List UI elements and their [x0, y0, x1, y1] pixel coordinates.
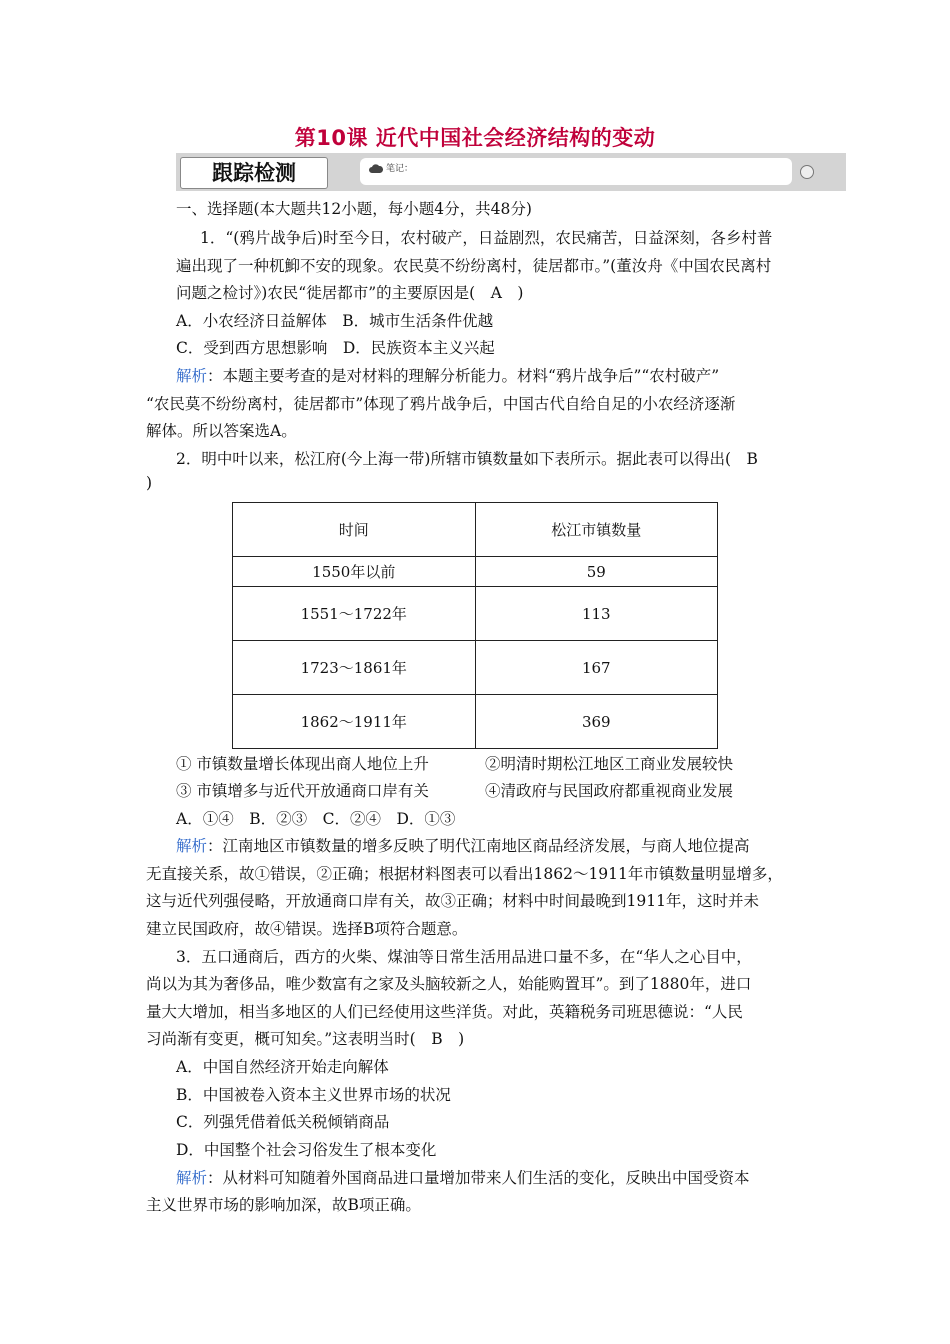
- table-cell: 59: [475, 557, 717, 587]
- q1-line: 1．“(鸦片战争后)时至今日，农村破产，日益剧烈，农民痛苦，日益深刻，各乡村普: [200, 229, 773, 247]
- note-label: 笔记：: [386, 164, 414, 174]
- q1-analysis-line: “农民莫不纷纷离村，徒居都市”体现了鸦片战争后，中国古代自给自足的小农经济逐渐: [146, 395, 736, 413]
- q2-analysis-line: 这与近代列强侵略，开放通商口岸有关，故③正确；材料中时间最晚到1911年，这时并未: [146, 892, 759, 910]
- q3-option: B．中国被卷入资本主义世界市场的状况: [176, 1086, 451, 1104]
- q1-analysis: 解析：本题主要考查的是对材料的理解分析能力。材料“鸦片战争后”“农村破产”: [176, 367, 720, 385]
- q3-stem: 习尚渐有变更，概可知矣。”这表明当时( B ): [146, 1030, 465, 1048]
- q2-statement: ① 市镇数量增长体现出商人地位上升: [176, 755, 429, 773]
- table-cell: 167: [475, 641, 717, 695]
- q2-answer-options: A．①④ B．②③ C．②④ D．①③: [176, 810, 456, 828]
- q3-stem: 尚以为其为奢侈品，唯少数富有之家及头脑较新之人，始能购置耳”。到了1880年，进口: [146, 975, 752, 993]
- q3-analysis: 解析：从材料可知随着外国商品进口量增加带来人们生活的变化，反映出中国受资本: [176, 1169, 750, 1187]
- q3-stem: 3．五口通商后，西方的火柴、煤油等日常生活用品进口量不多，在“华人之心目中，: [176, 948, 752, 966]
- market-town-table: [232, 502, 718, 749]
- q1-options: C．受到西方思想影响 D．民族资本主义兴起: [176, 339, 495, 357]
- q2-statement: ③ 市镇增多与近代开放通商口岸有关: [176, 782, 429, 800]
- q3-option: A．中国自然经济开始走向解体: [176, 1058, 389, 1076]
- table-cell: 1551～1722年: [233, 587, 476, 641]
- q2-analysis-line: 建立民国政府，故④错误。选择B项符合题意。: [146, 920, 468, 938]
- table-cell: 113: [475, 587, 717, 641]
- table-header: 时间: [233, 503, 476, 557]
- q1-analysis-line: 解体。所以答案选A。: [146, 422, 297, 440]
- q3-analysis-line: 主义世界市场的影响加深，故B项正确。: [146, 1196, 421, 1214]
- q3-stem: 量大大增加，相当多地区的人们已经使用这些洋货。对此，英籍税务司班思德说：“人民: [146, 1003, 743, 1021]
- q2-analysis-line: 无直接关系，故①错误，②正确；根据材料图表可以看出1862～1911年市镇数量明显增多，: [146, 865, 783, 883]
- pin-icon[interactable]: [800, 165, 814, 179]
- analysis-label: 解析: [176, 367, 208, 385]
- table-cell: 1723～1861年: [233, 641, 476, 695]
- table-header: 松江市镇数量: [475, 503, 717, 557]
- q1-line: 问题之检讨》)农民“徙居都市”的主要原因是( A ): [176, 284, 524, 302]
- q2-statement: ②明清时期松江地区工商业发展较快: [485, 755, 734, 773]
- analysis-label: 解析: [176, 837, 208, 855]
- table-cell: 1862～1911年: [233, 695, 476, 749]
- page-title: 第10课 近代中国社会经济结构的变动: [294, 126, 656, 150]
- tracking-banner: [176, 153, 846, 191]
- section-header: 一、选择题(本大题共12小题，每小题4分，共48分): [176, 200, 532, 218]
- table-cell: 1550年以前: [233, 557, 476, 587]
- cloud-icon: [368, 162, 384, 174]
- table-cell: 369: [475, 695, 717, 749]
- q3-option: C．列强凭借着低关税倾销商品: [176, 1113, 390, 1131]
- q2-stem: ): [146, 474, 153, 492]
- banner-tag: 跟踪检测: [180, 157, 328, 189]
- q3-option: D．中国整个社会习俗发生了根本变化: [176, 1141, 437, 1159]
- q2-statement: ④清政府与民国政府都重视商业发展: [485, 782, 734, 800]
- analysis-label: 解析: [176, 1169, 208, 1187]
- note-field[interactable]: [360, 158, 792, 185]
- q2-stem: 2．明中叶以来，松江府(今上海一带)所辖市镇数量如下表所示。据此表可以得出( B: [176, 450, 758, 468]
- q1-line: 遍出现了一种杌鮣不安的现象。农民莫不纷纷离村，徒居都市。”(董汝舟《中国农民离村: [176, 257, 772, 275]
- q1-options: A．小农经济日益解体 B．城市生活条件优越: [176, 312, 494, 330]
- q2-analysis: 解析：江南地区市镇数量的增多反映了明代江南地区商品经济发展，与商人地位提高: [176, 837, 750, 855]
